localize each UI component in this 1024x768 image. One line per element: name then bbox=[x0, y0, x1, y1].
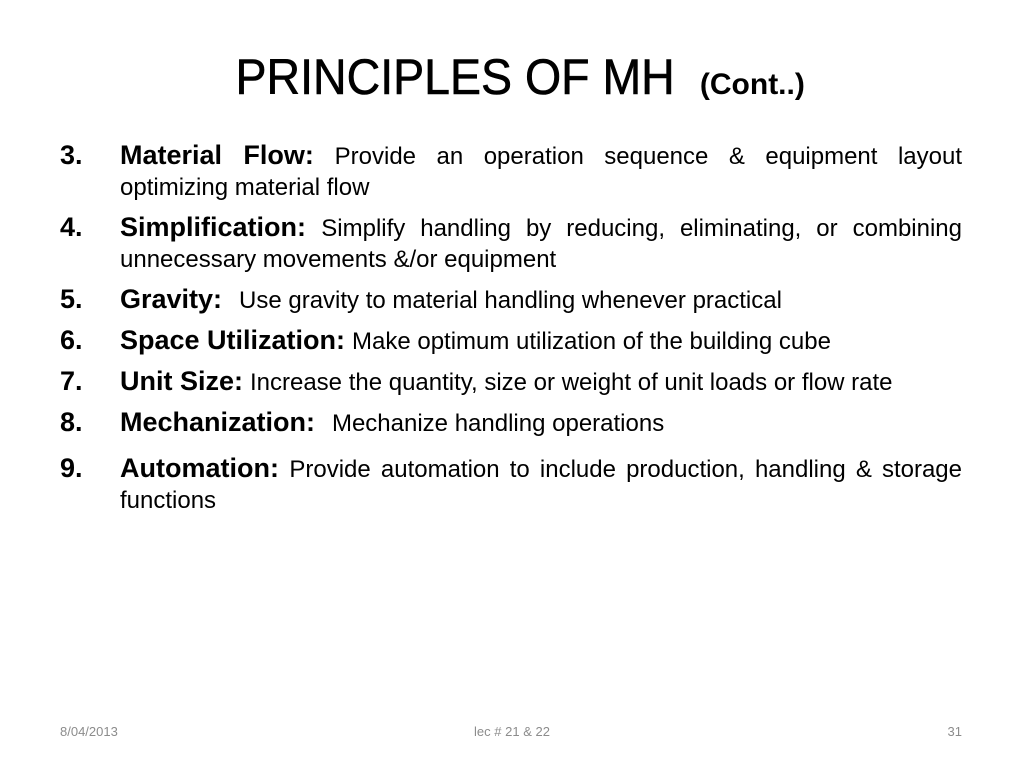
item-number: 6. bbox=[60, 325, 83, 355]
title-suffix: (Cont..) bbox=[699, 68, 805, 101]
item-description: Provide automation to include production, handling & storage functions bbox=[120, 456, 962, 514]
principles-list bbox=[60, 140, 962, 525]
list-item-mechanization bbox=[60, 407, 962, 439]
item-description: Provide an operation sequence & equipment layout optimizing material flow bbox=[120, 143, 962, 201]
list-item-automation bbox=[60, 453, 962, 516]
item-description: Make optimum utilization of the building cube bbox=[351, 328, 831, 355]
item-description: Use gravity to material handling whenever practical bbox=[239, 287, 782, 314]
item-number: 4. bbox=[60, 212, 83, 242]
item-description: Simplify handling by reducing, eliminating, or combining unnecessary movements &/or equipment bbox=[120, 215, 962, 273]
item-term: Automation: bbox=[120, 453, 279, 483]
list-item-space-utilization bbox=[60, 325, 962, 357]
footer-date: 8/04/2013 bbox=[60, 724, 118, 739]
footer-lecture: lec # 21 & 22 bbox=[474, 724, 550, 739]
item-term: Material Flow: bbox=[120, 140, 314, 170]
title-text: PRINCIPLES OF MH bbox=[235, 49, 675, 105]
list-item-gravity bbox=[60, 284, 962, 316]
item-term: Simplification: bbox=[120, 212, 307, 242]
item-description: Increase the quantity, size or weight of unit loads or flow rate bbox=[249, 369, 893, 396]
list-item-material-flow bbox=[60, 140, 962, 203]
item-term: Mechanization: bbox=[120, 407, 316, 437]
item-term: Unit Size: bbox=[120, 366, 244, 396]
item-number: 8. bbox=[60, 407, 83, 437]
item-number: 5. bbox=[60, 284, 83, 314]
item-number: 7. bbox=[60, 366, 83, 396]
footer-page-number: 31 bbox=[947, 724, 962, 739]
item-number: 9. bbox=[60, 453, 83, 483]
item-number: 3. bbox=[60, 140, 83, 170]
slide-title bbox=[0, 48, 1024, 106]
item-term: Gravity: bbox=[120, 284, 223, 314]
item-description: Mechanize handling operations bbox=[331, 410, 665, 437]
list-item-unit-size bbox=[60, 366, 962, 398]
list-item-simplification bbox=[60, 212, 962, 275]
item-term: Space Utilization: bbox=[120, 325, 346, 355]
